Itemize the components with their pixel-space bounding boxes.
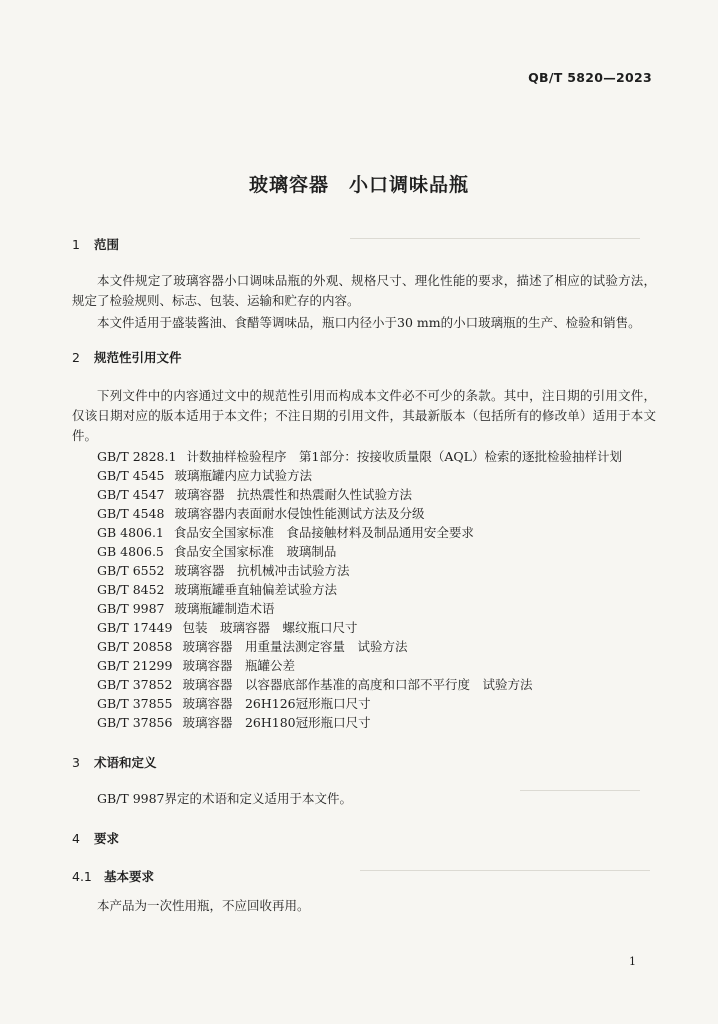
reference-title: 玻璃容器 瓶罐公差 (182, 658, 295, 673)
reference-list (97, 447, 622, 732)
section-number: 4 (72, 831, 80, 846)
reference-code: GB/T 4547 (97, 487, 165, 502)
reference-code: GB/T 37855 (97, 696, 173, 711)
reference-code: GB/T 20858 (97, 639, 173, 654)
reference-item (97, 485, 622, 504)
document-title: 玻璃容器 小口调味品瓶 (248, 174, 469, 196)
terms-paragraph: GB/T 9987界定的术语和定义适用于本文件。 (97, 791, 353, 806)
bleed-through-line (360, 870, 650, 871)
standard-code: QB/T 5820—2023 (528, 70, 652, 85)
reference-title: 玻璃容器内表面耐水侵蚀性能测试方法及分级 (174, 506, 425, 521)
section-heading-requirements (72, 829, 119, 847)
reference-code: GB/T 4545 (97, 468, 165, 483)
subsection-title: 基本要求 (104, 869, 155, 884)
reference-code: GB/T 21299 (97, 658, 173, 673)
reference-code: GB/T 37852 (97, 677, 173, 692)
section-heading-terms-definitions (72, 753, 157, 771)
reference-title: 玻璃容器 以容器底部作基准的高度和口部不平行度 试验方法 (182, 677, 533, 692)
reference-title: 计数抽样检验程序 第1部分：按接收质量限（AQL）检索的逐批检验抽样计划 (186, 449, 622, 464)
reference-item (97, 618, 622, 637)
reference-title: 玻璃容器 26H180冠形瓶口尺寸 (182, 715, 371, 730)
reference-item (97, 675, 622, 694)
reference-item (97, 523, 622, 542)
reference-title: 玻璃容器 用重量法测定容量 试验方法 (182, 639, 408, 654)
references-intro-paragraph: 下列文件中的内容通过文中的规范性引用而构成本文件必不可少的条款。其中，注日期的引用文件，仅该日期对应的版本适用于本文件；不注日期的引用文件，其最新版本（包括所有的修改单）适用于本文件。 (72, 388, 656, 443)
section-title: 规范性引用文件 (94, 350, 182, 365)
reference-item (97, 637, 622, 656)
section-number: 3 (72, 755, 80, 770)
reference-item (97, 542, 622, 561)
reference-item (97, 580, 622, 599)
reference-title: 食品安全国家标准 玻璃制品 (173, 544, 337, 559)
subsection-heading-basic-requirements (72, 867, 154, 885)
basic-requirements-paragraph: 本产品为一次性用瓶，不应回收再用。 (97, 898, 310, 913)
reference-title: 玻璃容器 抗机械冲击试验方法 (174, 563, 350, 578)
reference-item (97, 694, 622, 713)
reference-code: GB/T 6552 (97, 563, 165, 578)
reference-item (97, 561, 622, 580)
section-heading-scope (72, 235, 119, 253)
reference-title: 玻璃瓶罐垂直轴偏差试验方法 (174, 582, 338, 597)
reference-code: GB 4806.1 (97, 525, 164, 540)
reference-item (97, 656, 622, 675)
reference-item (97, 713, 622, 732)
reference-item (97, 599, 622, 618)
reference-code: GB/T 8452 (97, 582, 165, 597)
scope-paragraph-2: 本文件适用于盛装酱油、食醋等调味品，瓶口内径小于30 mm的小口玻璃瓶的生产、检验和销售。 (97, 315, 641, 330)
reference-title: 玻璃容器 抗热震性和热震耐久性试验方法 (174, 487, 413, 502)
reference-code: GB/T 37856 (97, 715, 173, 730)
reference-code: GB/T 4548 (97, 506, 165, 521)
reference-item (97, 466, 622, 485)
section-number: 2 (72, 350, 80, 365)
subsection-number: 4.1 (72, 869, 92, 884)
reference-title: 玻璃容器 26H126冠形瓶口尺寸 (182, 696, 371, 711)
reference-item (97, 447, 622, 466)
reference-item (97, 504, 622, 523)
reference-code: GB/T 2828.1 (97, 449, 177, 464)
bleed-through-line (350, 238, 640, 239)
reference-code: GB/T 17449 (97, 620, 173, 635)
page-number: 1 (629, 955, 636, 968)
section-title: 要求 (94, 831, 120, 846)
reference-title: 食品安全国家标准 食品接触材料及制品通用安全要求 (173, 525, 474, 540)
section-number: 1 (72, 237, 80, 252)
reference-code: GB 4806.5 (97, 544, 164, 559)
reference-title: 玻璃瓶罐制造术语 (174, 601, 275, 616)
scope-paragraph-1: 本文件规定了玻璃容器小口调味品瓶的外观、规格尺寸、理化性能的要求，描述了相应的试验方法，规定了检验规则、标志、包装、运输和贮存的内容。 (72, 273, 656, 308)
reference-title: 玻璃瓶罐内应力试验方法 (174, 468, 313, 483)
reference-title: 包装 玻璃容器 螺纹瓶口尺寸 (182, 620, 358, 635)
section-heading-normative-references (72, 348, 182, 366)
reference-code: GB/T 9987 (97, 601, 165, 616)
section-title: 范围 (94, 237, 120, 252)
section-title: 术语和定义 (94, 755, 157, 770)
